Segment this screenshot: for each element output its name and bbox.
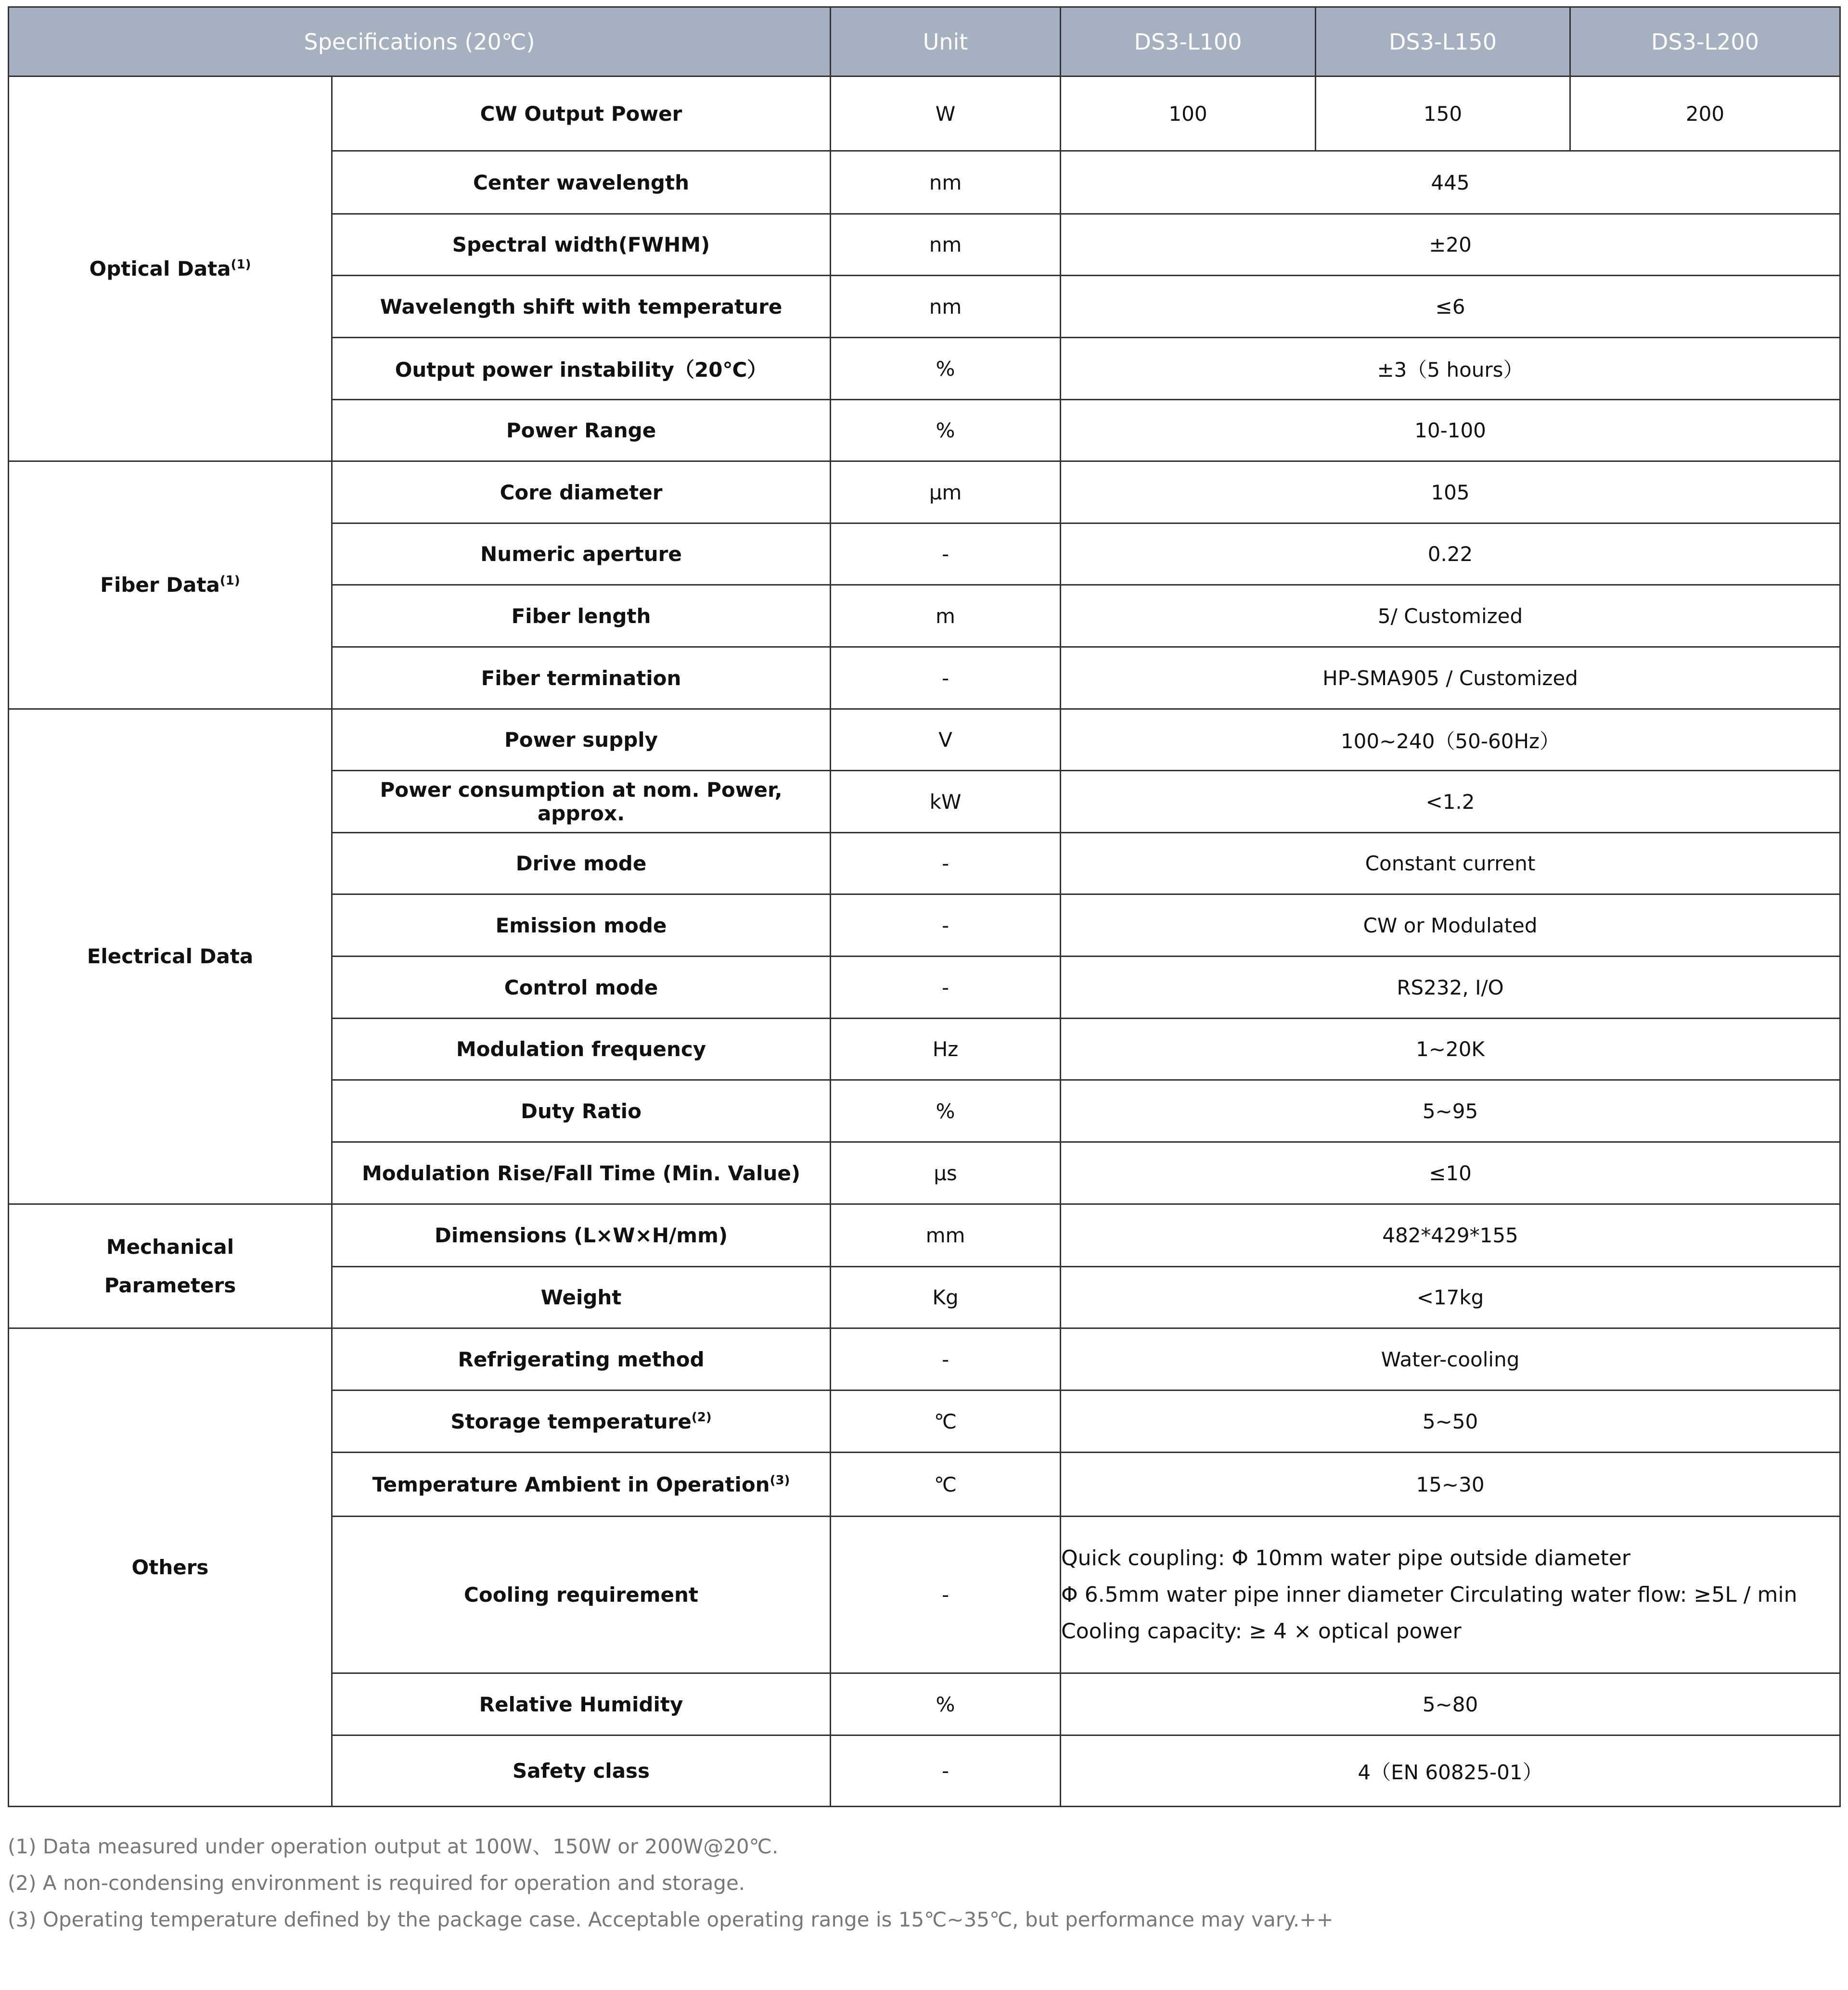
value-cell: 482*429*155 (1061, 1204, 1840, 1267)
table-row (9, 1328, 1840, 1390)
footnote-3: (3) Operating temperature defined by the package case. Acceptable operating range is 15℃~35℃, but performance may vary.++ (8, 1908, 1334, 1931)
param-label: Drive mode (332, 833, 831, 894)
unit-cell: mm (831, 1204, 1061, 1267)
param-label: Dimensions (L×W×H/mm) (332, 1204, 831, 1267)
param-label: Weight (332, 1267, 831, 1328)
unit-cell: % (831, 400, 1061, 461)
footnote-1: (1) Data measured under operation output at 100W、150W or 200W@20℃. (8, 1835, 779, 1858)
table-row (9, 1204, 1840, 1267)
value-cell: 445 (1061, 151, 1840, 214)
footnotes (8, 1828, 1839, 1938)
unit-cell: nm (831, 151, 1061, 214)
cooling-line: Quick coupling: Φ 10mm water pipe outside diameter (1061, 1545, 1630, 1570)
table-row (9, 461, 1840, 523)
value-cell: 10-100 (1061, 400, 1840, 461)
param-label: Spectral width(FWHM) (332, 214, 831, 276)
header-model-3: DS3-L200 (1570, 7, 1840, 77)
cooling-line: Φ 6.5mm water pipe inner diameter Circulating water flow: ≥5L / min (1061, 1582, 1797, 1607)
unit-cell: - (831, 647, 1061, 709)
param-label: Temperature Ambient in Operation$^{(3)}$ (332, 1453, 831, 1517)
value-cell: 100 (1061, 77, 1316, 151)
param-label: Power supply (332, 709, 831, 771)
value-cell: 0.22 (1061, 523, 1840, 585)
value-cell: 5~95 (1061, 1080, 1840, 1142)
category-electrical-data: Electrical Data (9, 709, 332, 1204)
value-cell: <1.2 (1061, 771, 1840, 833)
param-label: Power Range (332, 400, 831, 461)
unit-cell: Hz (831, 1019, 1061, 1080)
header-unit: Unit (831, 7, 1061, 77)
footnote-2: (2) A non-condensing environment is required for operation and storage. (8, 1871, 745, 1895)
table-row (9, 77, 1840, 151)
unit-cell: - (831, 957, 1061, 1019)
category-mechanical-parameters: Mechanical Parameters (9, 1204, 332, 1328)
param-label: Modulation frequency (332, 1019, 831, 1080)
param-label: Output power instability（20℃） (332, 338, 831, 400)
param-label: Numeric aperture (332, 523, 831, 585)
param-label: Storage temperature$^{(2)}$ (332, 1390, 831, 1453)
unit-cell: - (831, 1328, 1061, 1390)
value-cell: 4（EN 60825-01） (1061, 1735, 1840, 1807)
value-cell: 100~240（50-60Hz） (1061, 709, 1840, 771)
param-label: Relative Humidity (332, 1673, 831, 1735)
unit-cell: - (831, 894, 1061, 957)
cooling-line: Cooling capacity: ≥ 4 × optical power (1061, 1619, 1462, 1644)
unit-cell: - (831, 1517, 1061, 1673)
value-cell: HP-SMA905 / Customized (1061, 647, 1840, 709)
unit-cell: W (831, 77, 1061, 151)
unit-cell: Kg (831, 1267, 1061, 1328)
unit-cell: - (831, 1735, 1061, 1807)
unit-cell: nm (831, 214, 1061, 276)
category-optical-data: Optical Data$^{(1)}$ (9, 77, 332, 461)
unit-cell: μs (831, 1142, 1061, 1204)
value-cell: ≤10 (1061, 1142, 1840, 1204)
value-cell: Water-cooling (1061, 1328, 1840, 1390)
value-cell: RS232, I/O (1061, 957, 1840, 1019)
value-cell: 5~80 (1061, 1673, 1840, 1735)
header-row (9, 7, 1840, 77)
param-label: Refrigerating method (332, 1328, 831, 1390)
header-specifications: Specifications (20℃) (9, 7, 831, 77)
value-cell: 15~30 (1061, 1453, 1840, 1517)
value-cell: 1~20K (1061, 1019, 1840, 1080)
param-label: Emission mode (332, 894, 831, 957)
param-label: Cooling requirement (332, 1517, 831, 1673)
unit-cell: kW (831, 771, 1061, 833)
unit-cell: ℃ (831, 1453, 1061, 1517)
value-cell: 5~50 (1061, 1390, 1840, 1453)
param-label: Wavelength shift with temperature (332, 276, 831, 338)
category-others: Others (9, 1328, 332, 1807)
value-cell: ±3（5 hours） (1061, 338, 1840, 400)
param-label: Modulation Rise/Fall Time (Min. Value) (332, 1142, 831, 1204)
value-cell: ≤6 (1061, 276, 1840, 338)
unit-cell: V (831, 709, 1061, 771)
unit-cell: m (831, 585, 1061, 647)
unit-cell: ℃ (831, 1390, 1061, 1453)
cooling-requirement-value (1061, 1517, 1840, 1673)
param-label: Fiber termination (332, 647, 831, 709)
value-cell: Constant current (1061, 833, 1840, 894)
unit-cell: % (831, 338, 1061, 400)
value-cell: 105 (1061, 461, 1840, 523)
param-label: Core diameter (332, 461, 831, 523)
unit-cell: μm (831, 461, 1061, 523)
param-label: Control mode (332, 957, 831, 1019)
value-cell: 150 (1316, 77, 1570, 151)
table-row (9, 709, 1840, 771)
unit-cell: nm (831, 276, 1061, 338)
param-label: CW Output Power (332, 77, 831, 151)
param-label: Fiber length (332, 585, 831, 647)
category-fiber-data: Fiber Data$^{(1)}$ (9, 461, 332, 709)
value-cell: 5/ Customized (1061, 585, 1840, 647)
unit-cell: % (831, 1080, 1061, 1142)
header-model-2: DS3-L150 (1316, 7, 1570, 77)
value-cell: <17kg (1061, 1267, 1840, 1328)
param-label: Safety class (332, 1735, 831, 1807)
param-label: Power consumption at nom. Power, approx. (332, 771, 831, 833)
value-cell: 200 (1570, 77, 1840, 151)
unit-cell: - (831, 523, 1061, 585)
unit-cell: % (831, 1673, 1061, 1735)
spec-table (8, 6, 1841, 1807)
param-label: Duty Ratio (332, 1080, 831, 1142)
header-model-1: DS3-L100 (1061, 7, 1316, 77)
value-cell: CW or Modulated (1061, 894, 1840, 957)
value-cell: ±20 (1061, 214, 1840, 276)
unit-cell: - (831, 833, 1061, 894)
param-label: Center wavelength (332, 151, 831, 214)
